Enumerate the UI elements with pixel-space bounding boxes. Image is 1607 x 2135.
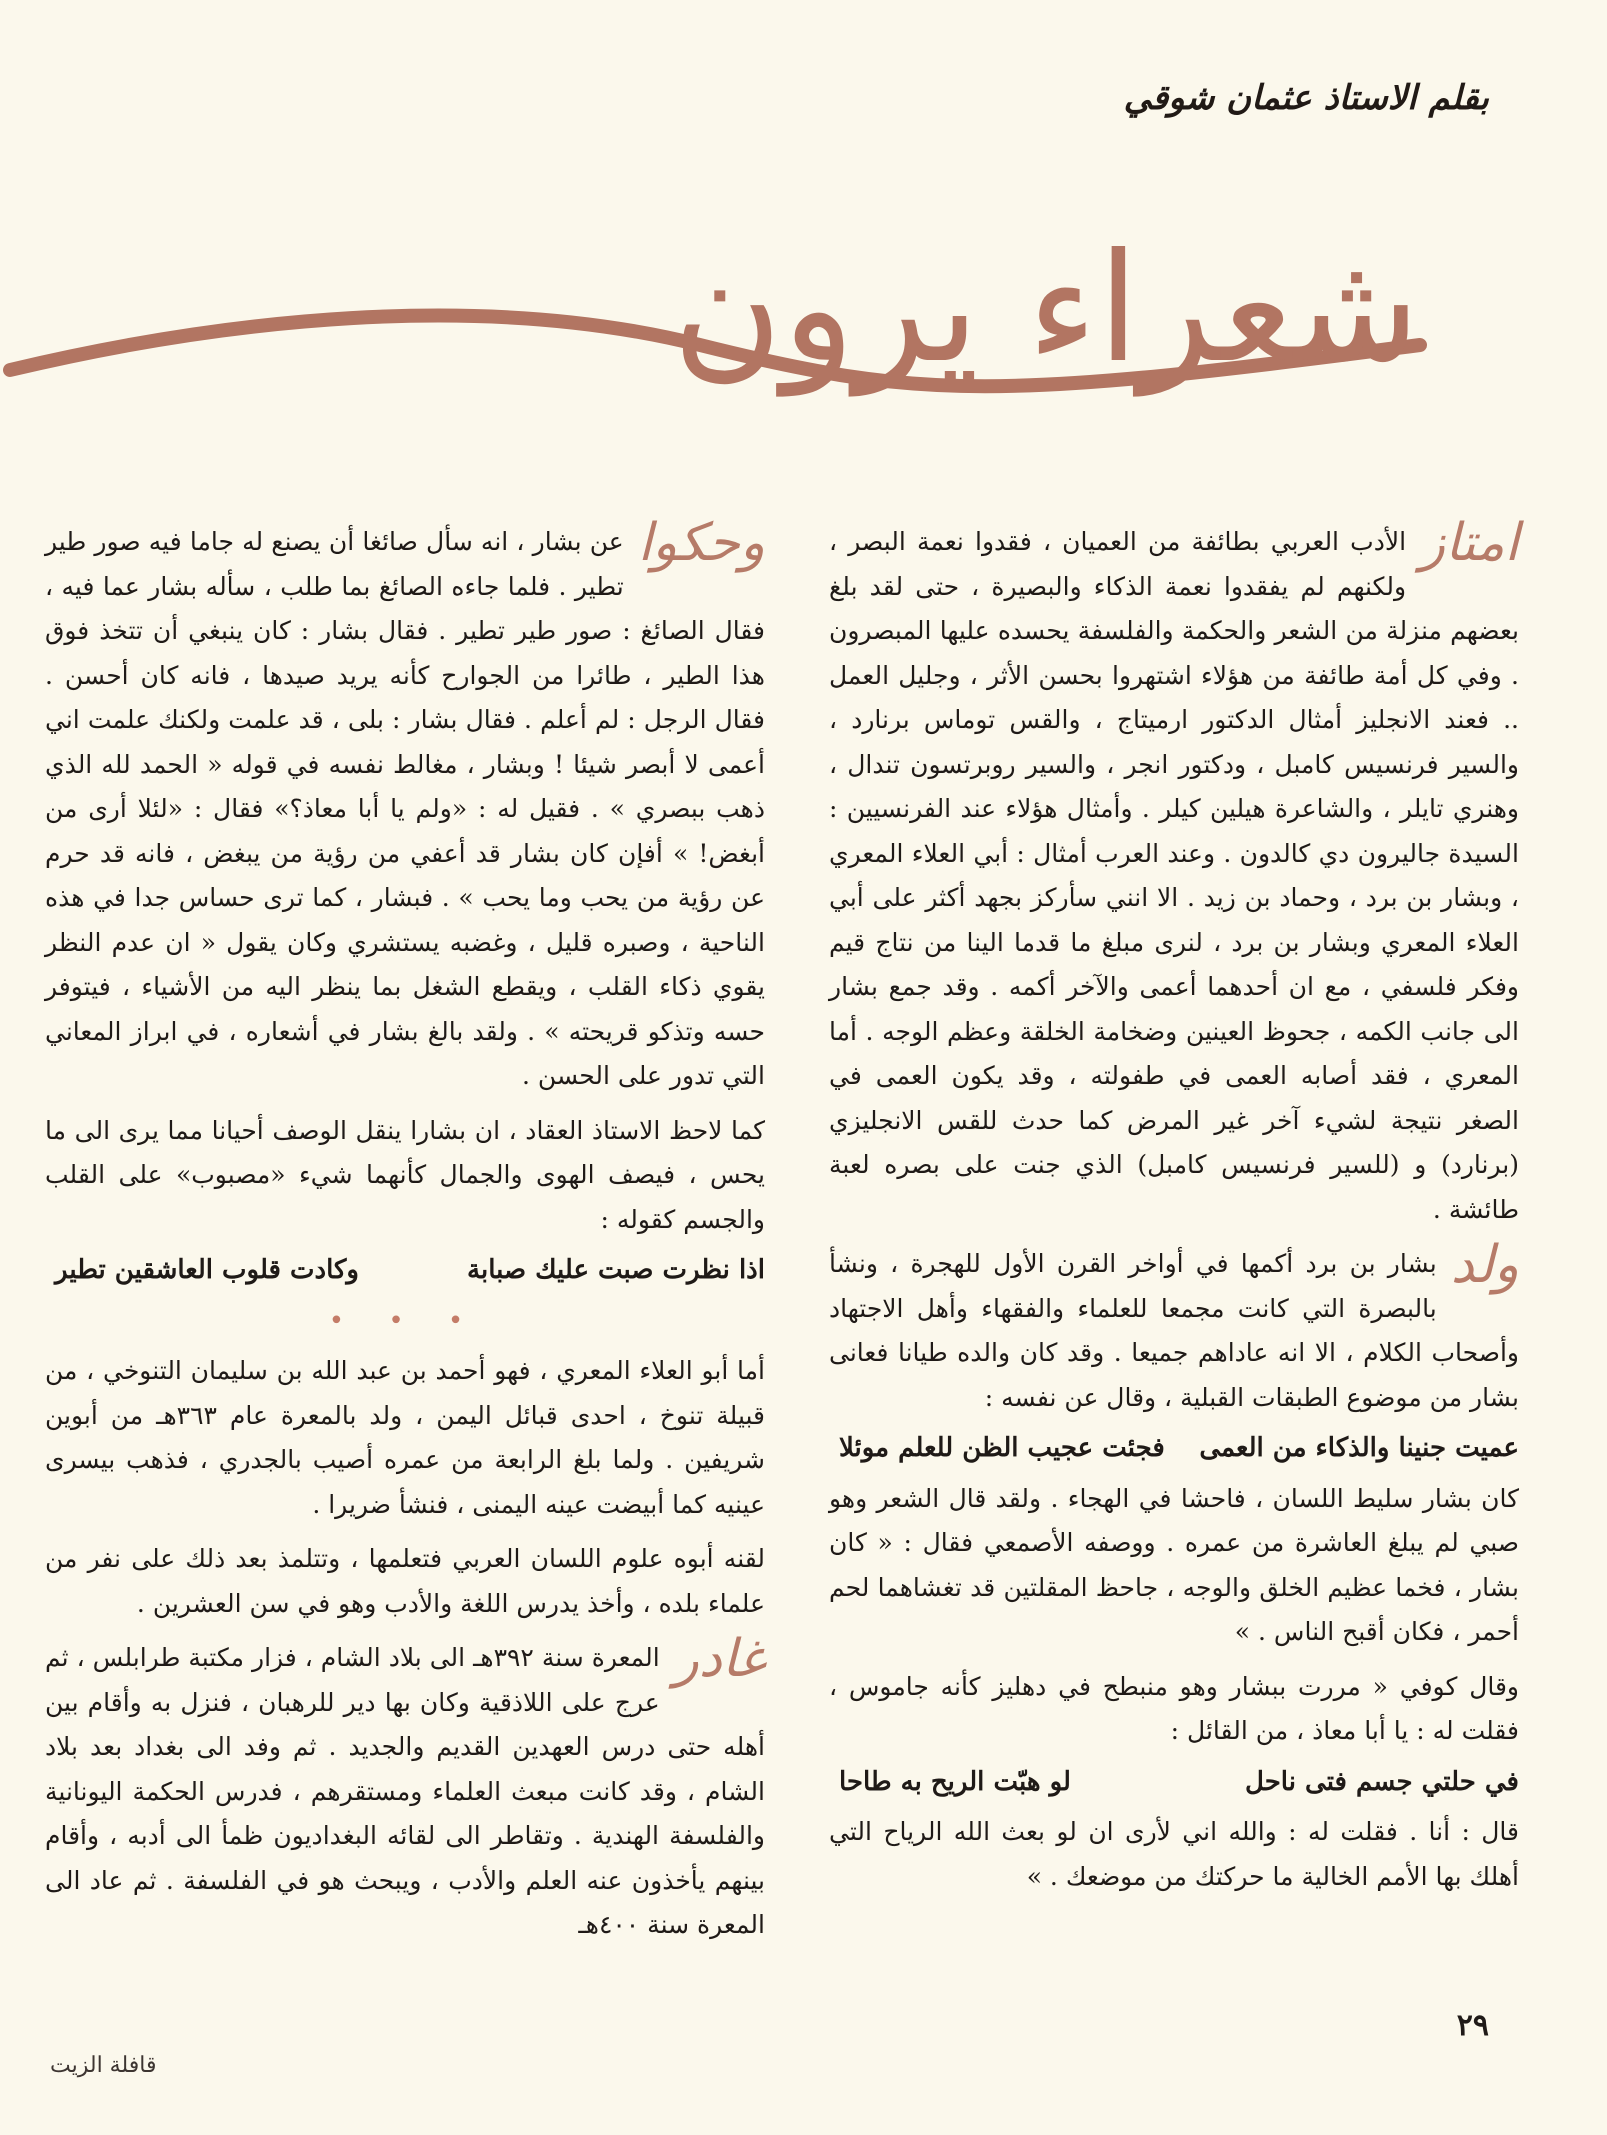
paragraph bbox=[45, 1629, 765, 1948]
paragraph bbox=[45, 1349, 765, 1527]
author-byline: بقلم الاستاذ عثمان شوقي bbox=[1123, 78, 1489, 118]
title-calligraphy bbox=[0, 170, 1480, 470]
article-title: شعراء يرون bbox=[672, 222, 1420, 396]
paragraph bbox=[45, 1537, 765, 1626]
verse-hemistich: لو هبّت الريح به طاحا bbox=[839, 1766, 1071, 1797]
paragraph-text: كان بشار سليط اللسان ، فاحشا في الهجاء . ولقد قال الشعر وهو صبي لم يبلغ العاشرة من عمره . ووصفه الأصمعي فقال : « كان بشار ، فخما عظيم الخلق والوجه ، جاحظ المقلتين قد تغشاهما لحم أحمر ، فكان أقبح الناس . » bbox=[829, 1483, 1519, 1646]
paragraph bbox=[829, 1810, 1519, 1899]
paragraph-text: كما لاحظ الاستاذ العقاد ، ان بشارا ينقل الوصف أحيانا مما يرى الى ما يحس ، فيصف الهوى والجمال كأنهما شيء «مصبوب» على القلب والجسم كقوله : bbox=[45, 1115, 765, 1234]
page-number: ٢٩ bbox=[1456, 2008, 1489, 2043]
section-separator: • • • bbox=[328, 1305, 482, 1336]
verse-hemistich: في حلتي جسم فتى ناحل bbox=[1245, 1766, 1519, 1797]
left-column bbox=[45, 513, 765, 1948]
verse-hemistich: عميت جنينا والذكاء من العمى bbox=[1199, 1433, 1519, 1463]
paragraph-text: بشار بن برد أكمها في أواخر القرن الأول للهجرة ، ونشأ بالبصرة التي كانت مجمعا للعلماء والفقهاء وأهل الاجتهاد وأصحاب الكلام ، الا انه عاداهم جميعا . وقد كان والده طيانا فعانى بشار من موضوع الطبقات القبلية ، وقال عن نفسه : bbox=[829, 1249, 1519, 1412]
verse-line bbox=[45, 1248, 765, 1293]
verse-line bbox=[829, 1426, 1519, 1471]
verse-line bbox=[829, 1760, 1519, 1805]
paragraph-text: وقال كوفي « مررت ببشار وهو منبطح في دهليز كأنه جاموس ، فقلت له : يا أبا معاذ ، من القائل : bbox=[829, 1671, 1519, 1745]
verse-hemistich: اذا نظرت صبت عليك صبابة bbox=[467, 1255, 765, 1285]
paragraph-text: أما أبو العلاء المعري ، فهو أحمد بن عبد الله بن سليمان التنوخي ، من قبيلة تنوخ ، احدى قبائل اليمن ، ولد بالمعرة عام ٣٦٣هـ من أبوين شريفين . ولما بلغ الرابعة من عمره أصيب بالجدري ، فذهب بيسرى عينيه كما أبيضت عينه اليمنى ، فنشأ ضريرا . bbox=[45, 1356, 765, 1519]
paragraph bbox=[45, 513, 765, 1099]
paragraph-text: الأدب العربي بطائفة من العميان ، فقدوا نعمة البصر ، ولكنهم لم يفقدوا نعمة الذكاء والبصيرة ، حتى لقد بلغ بعضهم منزلة من الشعر والحكمة والفلسفة يحسده عليها المبصرون . وفي كل أمة طائفة من هؤلاء اشتهروا بحسن الأثر ، وجليل العمل .. فعند الانجليز أمثال الدكتور ارميتاج ، والقس توماس برنارد ، والسير فرنسيس كامبل ، ودكتور انجر ، والسير روبرتسون تندال ، وهنري تايلر ، والشاعرة هيلين كيلر . وأمثال هؤلاء عند الفرنسيين : السيدة جاليرون دي كالدون . وعند العرب أمثال : أبي العلاء المعري ، وبشار بن برد ، وحماد بن زيد . الا انني سأركز بجهد أكثر على أبي العلاء المعري وبشار بن برد ، لنرى مبلغ ما قدما الينا من نتاج قيم وفكر فلسفي ، مع ان أحدهما أعمى والآخر أكمه . وقد جمع بشار الى جانب الكمه ، جحوظ العينين وضخامة الخلقة وعظم الوجه . أما المعري ، فقد أصابه العمى في طفولته ، وقد يكون العمى في الصغر نتيجة لشيء آخر غير المرض كما حدث للقس الانجليزي (برنارد) و (للسير فرنسيس كامبل) الذي جنت على بصره لعبة طائشة . bbox=[829, 527, 1519, 1224]
paragraph bbox=[829, 513, 1519, 1232]
right-column bbox=[829, 513, 1519, 1899]
marginal-heading: غادر bbox=[673, 1629, 765, 1689]
paragraph bbox=[829, 1477, 1519, 1655]
magazine-name: قافلة الزيت bbox=[50, 2053, 157, 2078]
paragraph-text: عن بشار ، انه سأل صائغا أن يصنع له جاما فيه صور طير تطير . فلما جاءه الصائغ بما طلب ، سأله بشار عما فيه ، فقال الصائغ : صور طير تطير . فقال بشار : كان ينبغي أن تتخذ فوق هذا الطير ، طائرا من الجوارح كأنه يريد صيدها ، فانه كان أحسن . فقال الرجل : لم أعلم . فقال بشار : بلى ، قد علمت ولكنك علمت اني أعمى لا أبصر شيئا ! وبشار ، مغالط نفسه في قوله « الحمد لله الذي ذهب ببصري » . فقيل له : «ولم يا أبا معاذ؟» فقال : «لئلا أرى من أبغض! » أفإن كان بشار قد أعفي من رؤية من يبغض ، فانه قد حرم عن رؤية من يحب وما يحب » . فبشار ، كما ترى حساس جدا في هذه الناحية ، وصبره قليل ، وغضبه يستشري وكان يقول « ان عدم النظر يقوي ذكاء القلب ، ويقطع الشغل بما ينظر اليه من الأشياء ، فيتوفر حسه وتذكو قريحته » . ولقد بالغ بشار في أشعاره ، في ابراز المعاني التي تدور على الحسن . bbox=[45, 527, 765, 1090]
marginal-heading: وحكوا bbox=[637, 513, 765, 573]
verse-hemistich: وكادت قلوب العاشقين تطير bbox=[55, 1255, 359, 1285]
paragraph-text: المعرة سنة ٣٩٢هـ الى بلاد الشام ، فزار مكتبة طرابلس ، ثم عرج على اللاذقية وكان بها دير للرهبان ، فنزل به وأقام بين أهله حتى درس العهدين القديم والجديد . ثم وفد الى بغداد بعد بلاد الشام ، وقد كانت مبعث العلماء ومستقرهم ، فدرس الحكمة اليونانية والفلسفة الهندية . وتقاطر الى لقائه البغداديون ظمأ الى أدبه ، وأقام بينهم يأخذون عنه العلم والأدب ، ويبحث هو في الفلسفة . ثم عاد الى المعرة سنة ٤٠٠هـ bbox=[45, 1643, 765, 1939]
verse-hemistich: فجئت عجيب الظن للعلم موئلا bbox=[839, 1433, 1165, 1463]
marginal-heading: ولد bbox=[1450, 1235, 1519, 1295]
paragraph-text: قال : أنا . فقلت له : والله اني لأرى ان لو بعث الله الرياح التي أهلك بها الأمم الخالية ما حركتك من موضعك . » bbox=[829, 1817, 1519, 1891]
paragraph bbox=[829, 1665, 1519, 1754]
paragraph-text: لقنه أبوه علوم اللسان العربي فتعلمها ، وتتلمذ بعد ذلك على نفر من علماء بلده ، وأخذ يدرس اللغة والأدب وهو في سن العشرين . bbox=[45, 1544, 765, 1618]
paragraph bbox=[45, 1109, 765, 1243]
marginal-heading: امتاز bbox=[1420, 513, 1519, 573]
paragraph bbox=[829, 1235, 1519, 1420]
